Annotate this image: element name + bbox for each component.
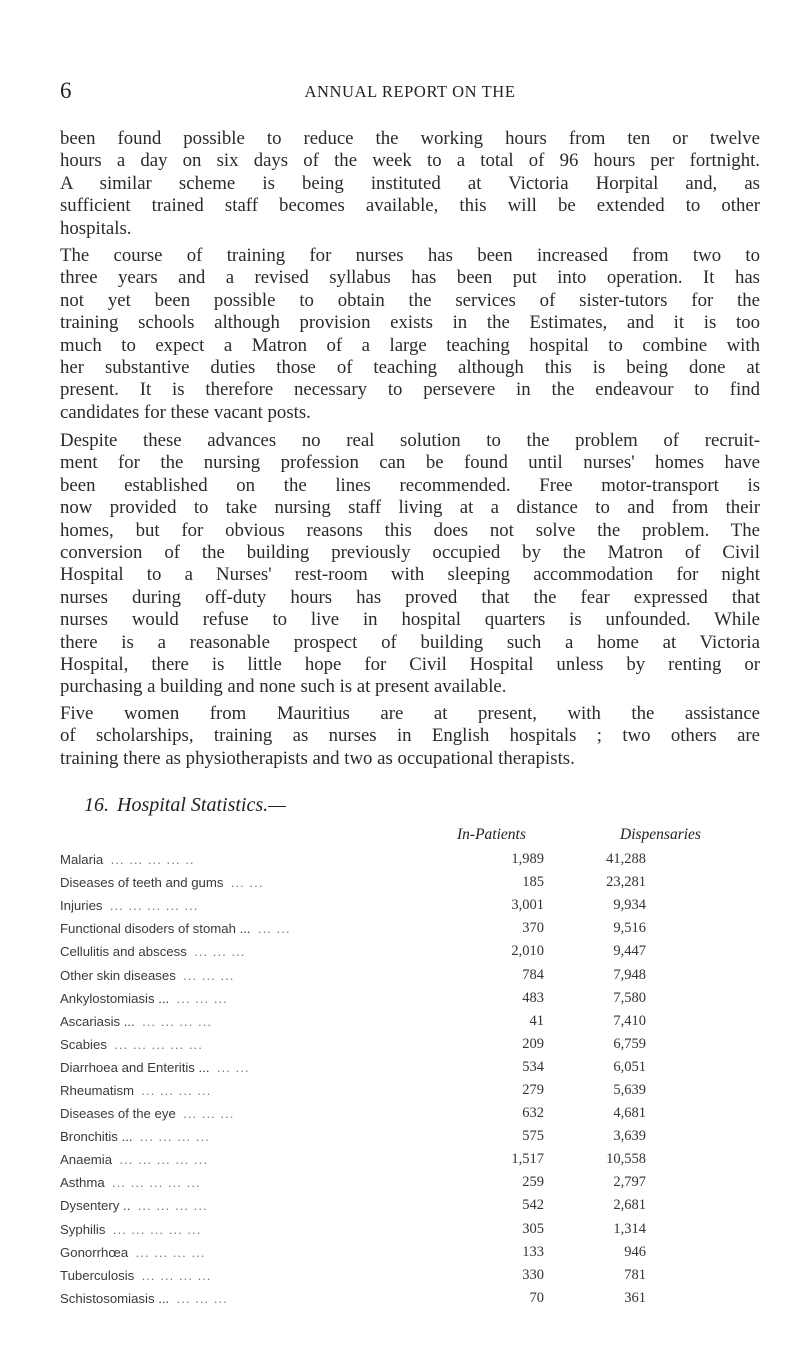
spacer-cell: [646, 1033, 760, 1056]
disease-name: Tuberculosis: [60, 1267, 135, 1283]
dispensaries-cell: 4,681: [613, 1105, 646, 1122]
dispensaries-cell: 2,681: [613, 1197, 646, 1214]
dispensaries-cell: 10,558: [606, 1151, 646, 1168]
column-header-in-patients: In-Patients: [457, 826, 526, 843]
in-patients-cell: 133: [522, 1243, 544, 1260]
text-line: ment for the nursing profession can be found until nurses' homes have: [60, 452, 760, 474]
leader-dots: ... ... ... ...: [139, 1129, 210, 1145]
dispensaries-cell: 7,580: [613, 989, 646, 1006]
dispensaries-cell: 361: [624, 1289, 646, 1306]
in-patients-cell: 370: [522, 920, 544, 937]
dispensaries-cell: 6,051: [613, 1058, 646, 1075]
disease-name: Scabies: [60, 1036, 107, 1052]
table-row: [60, 1241, 760, 1264]
in-patients-cell: 575: [522, 1128, 544, 1145]
disease-cell: [60, 987, 452, 1010]
dispensaries-cell: 5,639: [613, 1081, 646, 1098]
table-row: [60, 1264, 760, 1287]
disease-name: Syphilis: [60, 1221, 106, 1237]
in-patients-cell: 534: [522, 1058, 544, 1075]
text-line: been established on the lines recommended. Free motor-transport is: [60, 474, 760, 496]
disease-cell: [60, 848, 452, 871]
table-row: [60, 894, 760, 917]
in-patients-cell: 70: [529, 1289, 544, 1306]
spacer-cell: [646, 1079, 760, 1102]
leader-dots: ... ... ... ... ...: [112, 1175, 201, 1191]
section-number: 16.: [84, 794, 109, 816]
disease-name: Diseases of teeth and gums: [60, 875, 224, 891]
text-line: hospitals.: [60, 217, 132, 239]
text-line: now provided to take nursing staff living at a distance to and from their: [60, 497, 760, 519]
spacer-cell: [646, 940, 760, 963]
leader-dots: ... ... ...: [176, 990, 228, 1006]
table-row: [60, 1125, 760, 1148]
in-patients-cell: 1,517: [511, 1151, 544, 1168]
dispensaries-cell: 781: [624, 1266, 646, 1283]
in-patients-cell: 2,010: [511, 943, 544, 960]
text-line: nurses would refuse to live in hospital quarters is unfounded. While: [60, 609, 760, 631]
disease-name: Diarrhoea and Enteritis ...: [60, 1059, 210, 1075]
paragraph-2: [60, 245, 760, 424]
leader-dots: ... ...: [230, 875, 264, 891]
spacer-cell: [646, 1010, 760, 1033]
disease-name: Asthma: [60, 1175, 105, 1191]
text-line: Five women from Mauritius are at present, with the assistance: [60, 703, 760, 724]
spacer-cell: [646, 871, 760, 894]
spacer-cell: [646, 1264, 760, 1287]
section-heading: [84, 794, 286, 817]
text-line: three years and a revised syllabus has been put into operation. It has: [60, 267, 760, 289]
spacer-cell: [646, 1194, 760, 1217]
dispensaries-cell: 3,639: [613, 1128, 646, 1145]
table-row: [60, 1148, 760, 1171]
spacer-cell: [646, 1287, 760, 1310]
disease-cell: [60, 1241, 452, 1264]
leader-dots: ... ... ...: [183, 967, 235, 983]
table-row: [60, 1194, 760, 1217]
in-patients-cell: 330: [522, 1266, 544, 1283]
dispensaries-cell: 23,281: [606, 874, 646, 891]
text-line: not yet been possible to obtain the services of sister-tutors for the: [60, 289, 760, 311]
disease-name: Malaria: [60, 852, 104, 868]
disease-cell: [60, 1218, 452, 1241]
dispensaries-cell: 1,314: [613, 1220, 646, 1237]
table-row: [60, 1010, 760, 1033]
text-line: candidates for these vacant posts.: [60, 401, 311, 423]
leader-dots: ... ... ... ...: [141, 1267, 212, 1283]
dispensaries-cell: 7,948: [613, 966, 646, 983]
disease-cell: [60, 871, 452, 894]
spacer-cell: [646, 1148, 760, 1171]
spacer-cell: [646, 1125, 760, 1148]
disease-cell: [60, 1287, 452, 1310]
leader-dots: ... ... ... ...: [135, 1244, 206, 1260]
text-line: present. It is therefore necessary to persevere in the endeavour to find: [60, 379, 760, 401]
spacer-cell: [646, 1241, 760, 1264]
disease-cell: [60, 1102, 452, 1125]
leader-dots: ... ... ...: [176, 1290, 228, 1306]
paragraph-3: [60, 430, 760, 699]
dispensaries-cell: 9,934: [613, 897, 646, 914]
table-row: [60, 1056, 760, 1079]
text-line: Despite these advances no real solution to the problem of recruit-: [60, 430, 760, 451]
text-line: much to expect a Matron of a large teaching hospital to combine with: [60, 334, 760, 356]
disease-name: Rheumatism: [60, 1082, 135, 1098]
text-line: nurses during off-duty hours has proved that the fear expressed that: [60, 586, 760, 608]
disease-name: Ascariasis ...: [60, 1013, 135, 1029]
dispensaries-cell: 9,447: [613, 943, 646, 960]
in-patients-cell: 3,001: [511, 897, 544, 914]
table-row: [60, 848, 760, 871]
text-line: Hospital to a Nurses' rest-room with sleeping accommodation for night: [60, 564, 760, 586]
column-header-dispensaries: Dispensaries: [620, 826, 701, 843]
leader-dots: ... ...: [257, 921, 291, 937]
in-patients-cell: 279: [522, 1081, 544, 1098]
in-patients-cell: 209: [522, 1035, 544, 1052]
spacer-cell: [646, 987, 760, 1010]
table-row: [60, 917, 760, 940]
running-head: ANNUAL REPORT ON THE: [304, 82, 516, 101]
in-patients-cell: 632: [522, 1105, 544, 1122]
disease-name: Bronchitis ...: [60, 1129, 133, 1145]
table-row: [60, 1287, 760, 1310]
disease-cell: [60, 1148, 452, 1171]
in-patients-cell: 41: [529, 1012, 544, 1029]
spacer-cell: [646, 894, 760, 917]
disease-name: Dysentery ..: [60, 1198, 131, 1214]
spacer-cell: [646, 1218, 760, 1241]
disease-name: Gonorrhœa: [60, 1244, 129, 1260]
text-line: training schools although provision exists in the Estimates, and it is too: [60, 312, 760, 334]
text-line: been found possible to reduce the working hours from ten or twelve: [60, 128, 760, 149]
disease-cell: [60, 1125, 452, 1148]
section-title: Hospital Statistics.—: [117, 794, 286, 816]
disease-name: Anaemia: [60, 1152, 113, 1168]
paragraph-4: [60, 703, 760, 770]
leader-dots: ... ... ... ... ..: [110, 852, 195, 868]
in-patients-cell: 185: [522, 874, 544, 891]
table-row: [60, 1218, 760, 1241]
dispensaries-cell: 9,516: [613, 920, 646, 937]
disease-name: Ankylostomiasis ...: [60, 990, 170, 1006]
disease-name: Injuries: [60, 898, 103, 914]
in-patients-cell: 305: [522, 1220, 544, 1237]
in-patients-cell: 542: [522, 1197, 544, 1214]
table-row: [60, 1171, 760, 1194]
dispensaries-cell: 7,410: [613, 1012, 646, 1029]
leader-dots: ... ... ... ...: [142, 1013, 213, 1029]
table-row: [60, 963, 760, 986]
table-row: [60, 1102, 760, 1125]
in-patients-cell: 483: [522, 989, 544, 1006]
hospital-statistics-table: [60, 848, 760, 1310]
leader-dots: ... ... ...: [194, 944, 246, 960]
in-patients-cell: 259: [522, 1174, 544, 1191]
disease-cell: [60, 1033, 452, 1056]
leader-dots: ... ... ... ... ...: [119, 1152, 209, 1168]
text-line: purchasing a building and none such is at present available.: [60, 676, 507, 698]
disease-name: Other skin diseases: [60, 967, 176, 983]
spacer-cell: [646, 1102, 760, 1125]
disease-cell: [60, 1079, 452, 1102]
spacer-cell: [646, 963, 760, 986]
table-row: [60, 871, 760, 894]
leader-dots: ... ... ...: [183, 1106, 235, 1122]
dispensaries-cell: 6,759: [613, 1035, 646, 1052]
page-header: [60, 78, 760, 108]
in-patients-cell: 1,989: [511, 851, 544, 868]
disease-cell: [60, 894, 452, 917]
disease-name: Functional disoders of stomah ...: [60, 921, 251, 937]
disease-cell: [60, 1010, 452, 1033]
spacer-cell: [646, 917, 760, 940]
disease-cell: [60, 917, 452, 940]
leader-dots: ... ... ... ...: [137, 1198, 208, 1214]
disease-cell: [60, 1171, 452, 1194]
page-number: 6: [60, 78, 72, 103]
spacer-cell: [646, 848, 760, 871]
text-line: Hospital, there is little hope for Civil Hospital unless by renting or: [60, 654, 760, 676]
table-row: [60, 1033, 760, 1056]
table-row: [60, 940, 760, 963]
dispensaries-cell: 946: [624, 1243, 646, 1260]
disease-cell: [60, 1056, 452, 1079]
leader-dots: ... ... ... ...: [141, 1082, 212, 1098]
spacer-cell: [646, 1056, 760, 1079]
table-row: [60, 1079, 760, 1102]
disease-name: Cellulitis and abscess: [60, 944, 187, 960]
disease-cell: [60, 1264, 452, 1287]
text-line: hours a day on six days of the week to a total of 96 hours per fortnight.: [60, 150, 760, 172]
dispensaries-cell: 2,797: [613, 1174, 646, 1191]
table-row: [60, 987, 760, 1010]
in-patients-cell: 784: [522, 966, 544, 983]
disease-name: Schistosomiasis ...: [60, 1290, 170, 1306]
leader-dots: ... ...: [216, 1059, 250, 1075]
disease-cell: [60, 940, 452, 963]
disease-cell: [60, 1194, 452, 1217]
text-line: of scholarships, training as nurses in English hospitals ; two others are: [60, 725, 760, 747]
disease-cell: [60, 963, 452, 986]
text-line: A similar scheme is being instituted at Victoria Horpital and, as: [60, 172, 760, 194]
leader-dots: ... ... ... ... ...: [109, 898, 199, 914]
spacer-cell: [646, 1171, 760, 1194]
leader-dots: ... ... ... ... ...: [112, 1221, 202, 1237]
text-line: conversion of the building previously occupied by the Matron of Civil: [60, 542, 760, 564]
disease-name: Diseases of the eye: [60, 1106, 176, 1122]
dispensaries-cell: 41,288: [606, 851, 646, 868]
text-line: her substantive duties those of teaching although this is being done at: [60, 357, 760, 379]
text-line: training there as physiotherapists and two as occupational therapists.: [60, 747, 575, 769]
text-line: there is a reasonable prospect of building such a home at Victoria: [60, 631, 760, 653]
text-line: The course of training for nurses has been increased from two to: [60, 245, 760, 266]
paragraph-1: [60, 128, 760, 240]
text-line: sufficient trained staff becomes available, this will be extended to other: [60, 195, 760, 217]
leader-dots: ... ... ... ... ...: [114, 1036, 203, 1052]
text-line: homes, but for obvious reasons this does not solve the problem. The: [60, 519, 760, 541]
